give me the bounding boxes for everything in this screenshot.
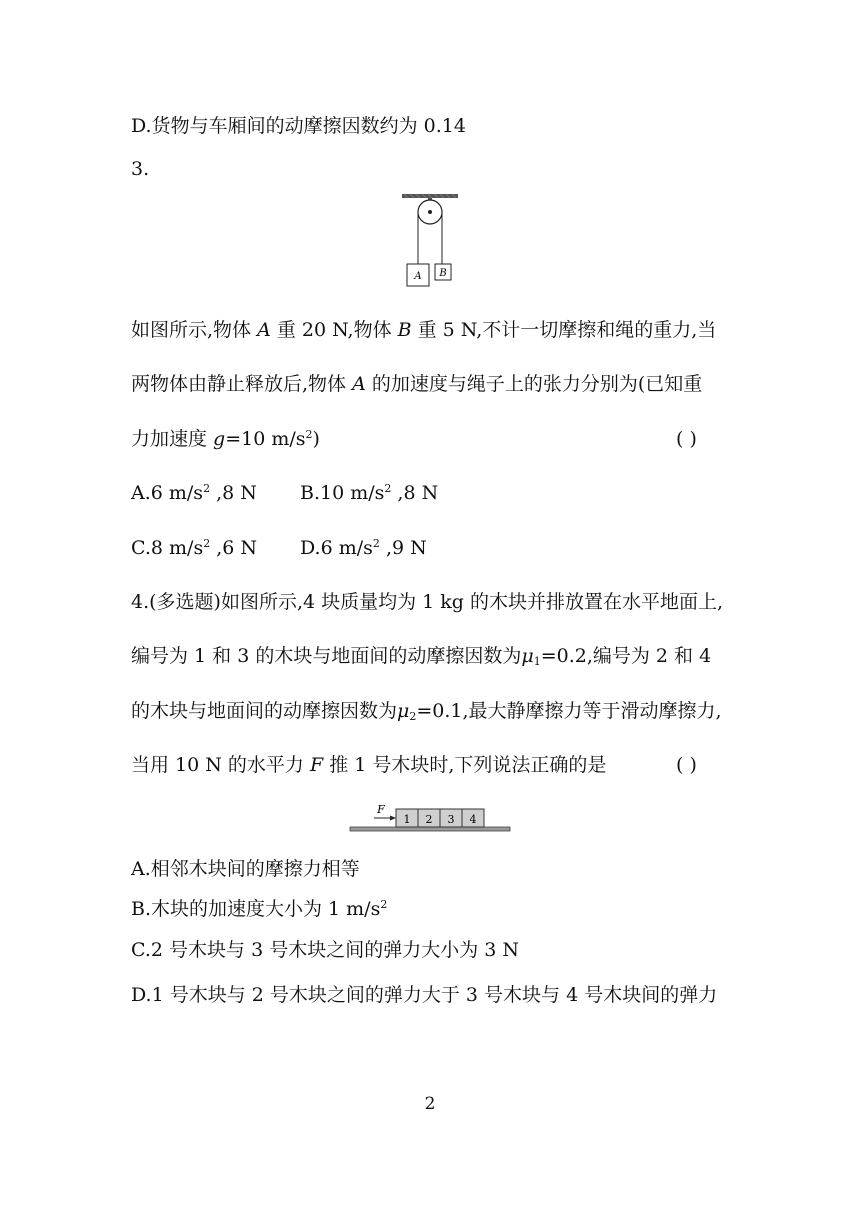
q3-stem-line-1: 如图所示,物体 A 重 20 N,物体 B 重 5 N,不计一切摩擦和绳的重力,当 xyxy=(131,319,717,341)
q3-stem-line-2: 两物体由静止释放后,物体 A 的加速度与绳子上的张力分别为(已知重 xyxy=(131,373,703,395)
q4-answer-blank: ( ) xyxy=(676,754,697,776)
q3-option-c: C.8 $m/s^2$ ,6 N xyxy=(131,537,258,559)
force-label: F xyxy=(377,803,385,816)
q3-number: 3. xyxy=(131,158,150,180)
block-b-label: B xyxy=(439,268,447,279)
ground xyxy=(350,827,510,831)
block-4-label: 4 xyxy=(469,813,477,826)
block-2-label: 2 xyxy=(425,813,433,826)
q4-stem-line-2: 编号为 1 和 3 的木块与地面间的动摩擦因数为$\mu_1=0.2$,编号为 2 和 4 xyxy=(131,645,712,668)
q3-option-b: B.10 $m/s^2$ ,8 N xyxy=(300,482,439,504)
block-a-label: A xyxy=(414,271,422,282)
q3-option-d: D.6 $m/s^2$ ,9 N xyxy=(300,537,427,559)
q4-stem-line-1: 4.(多选题)如图所示,4 块质量均为 1 kg 的木块并排放置在水平地面上, xyxy=(131,591,724,613)
q4-stem-line-3: 的木块与地面间的动摩擦因数为$\mu_2=0.1$,最大静摩擦力等于滑动摩擦力, xyxy=(131,700,722,723)
pulley-figure xyxy=(398,192,462,290)
q4-option-a: A.相邻木块间的摩擦力相等 xyxy=(131,858,360,880)
block-1-label: 1 xyxy=(403,813,411,826)
q3-option-a: A.6 $m/s^2$ ,8 N xyxy=(131,482,257,504)
q2-option-d: D.货物与车厢间的动摩擦因数约为 0.14 xyxy=(131,115,466,137)
q4-option-b: B.木块的加速度大小为 1 $m/s^2$ xyxy=(131,898,388,920)
q3-answer-blank: ( ) xyxy=(676,428,697,450)
q4-stem-line-4: 当用 10 N 的水平力 F 推 1 号木块时,下列说法正确的是 xyxy=(131,754,607,776)
q3-stem-line-3: 力加速度 g=10 $m/s^2$) xyxy=(131,428,320,450)
block-3-label: 3 xyxy=(447,813,455,826)
q4-option-d: D.1 号木块与 2 号木块之间的弹力大于 3 号木块与 4 号木块间的弹力 xyxy=(131,984,718,1006)
page-number: 2 xyxy=(424,1094,436,1114)
blocks-figure xyxy=(348,801,512,835)
q4-option-c: C.2 号木块与 3 号木块之间的弹力大小为 3 N xyxy=(131,939,519,961)
